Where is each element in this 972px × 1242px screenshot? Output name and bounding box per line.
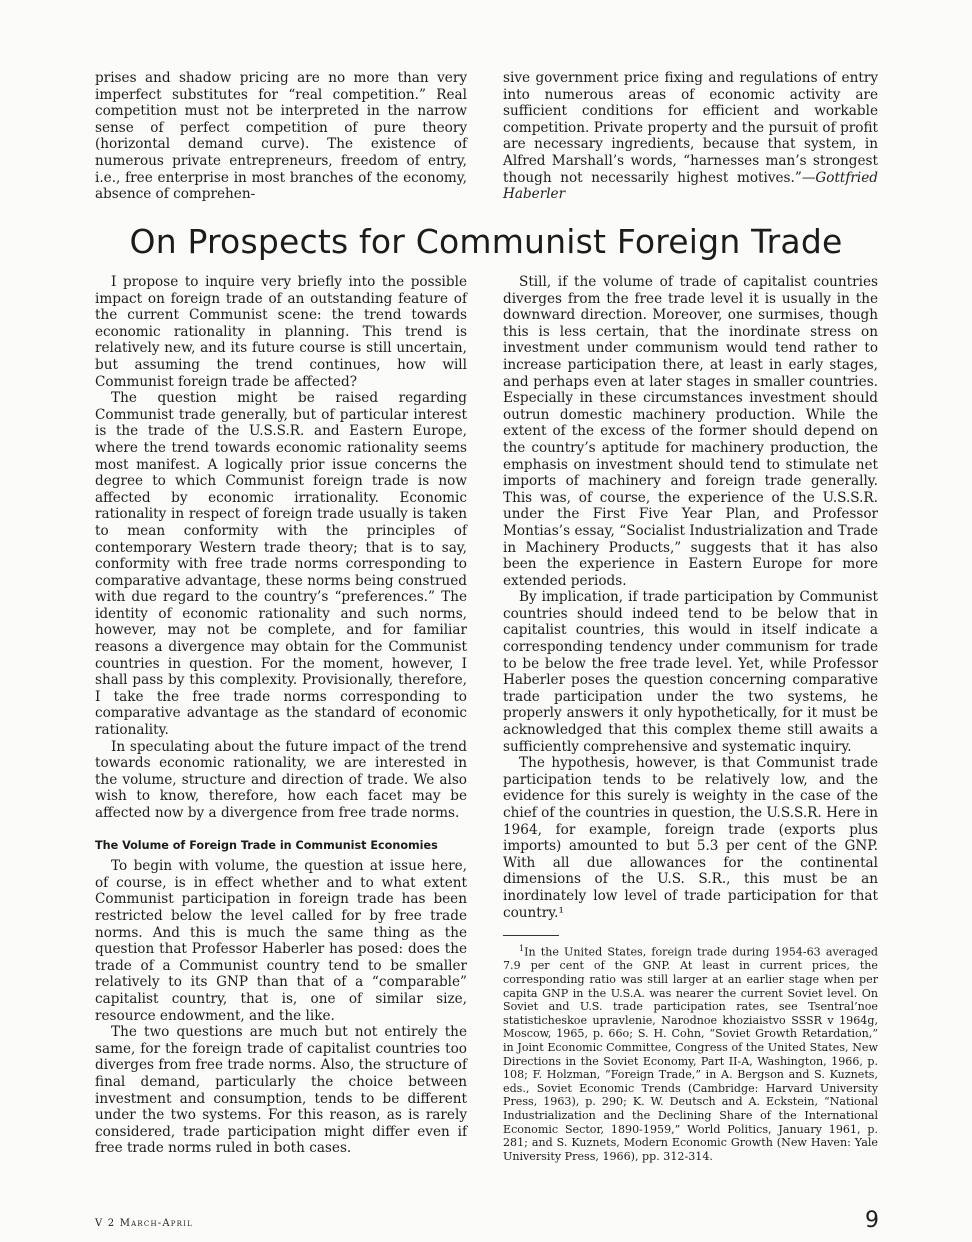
footnote-divider bbox=[503, 935, 559, 936]
continued-paragraph: prises and shadow pricing are no more than very imperfect substitutes for “real competition.” Real competition must not be interpreted in the narrow sense of perfect competition of pure theory (horizontal demand curve). The existence of numerous private entrepreneurs, freedom of entry, i.e., free enterprise in most branches of the economy, absence of comprehen- bbox=[95, 70, 467, 203]
paragraph: The two questions are much but not entirely the same, for the foreign trade of capitalist countries too diverges from free trade norms. Also, the structure of final demand, particularly the choice between investment and consumption, tends to be different under the two systems. For this reason, as is rarely considered, trade participation might differ even if free trade norms ruled in both cases. bbox=[95, 1024, 467, 1157]
article-column-left bbox=[95, 274, 467, 1157]
continued-text-left bbox=[95, 70, 467, 203]
footnote bbox=[503, 942, 878, 1163]
paragraph: I propose to inquire very briefly into the possible impact on foreign trade of an outstanding feature of the current Communist scene: the trend towards economic rationality in planning. This trend is relatively new, and its future course is still uncertain, but assuming the trend continues, how will Communist foreign trade be affected? bbox=[95, 274, 467, 390]
page-number: 9 bbox=[865, 1208, 879, 1233]
paragraph: To begin with volume, the question at issue here, of course, is in effect whether and to what extent Communist participation in foreign trade has been restricted below the level called for by free trade norms. And this is much the same thing as the question that Professor Haberler has posed: does the trade of a Communist country tend to be smaller relatively to its GNP than that of a “comparable” capitalist country, that is, one of similar size, resource endowment, and the like. bbox=[95, 858, 467, 1024]
paragraph: The hypothesis, however, is that Communist trade participation tends to be relatively low, and the evidence for this surely is weighty in the case of the chief of the countries in question, the U.S.S.R. Here in 1964, for example, foreign trade (exports plus imports) amounted to but 5.3 per cent of the GNP. With all due allowances for the continental dimensions of the U.S. S.R., this must be an inordinately low level of trade participation for that country.¹ bbox=[503, 755, 878, 921]
section-heading: The Volume of Foreign Trade in Communist Economies bbox=[95, 838, 438, 852]
continued-paragraph bbox=[503, 70, 878, 203]
footnote-marker: 1 bbox=[519, 944, 525, 954]
continued-text-right bbox=[503, 70, 878, 203]
paragraph: By implication, if trade participation by Communist countries should indeed tend to be below that in capitalist countries, this would in itself indicate a corresponding tendency under communism for trade to be below the free trade level. Yet, while Professor Haberler poses the question concerning comparative trade participation under the two systems, he properly answers it only hypothetically, for it must be acknowledged that this complex theme still awaits a sufficiently comprehensive and systematic inquiry. bbox=[503, 589, 878, 755]
footnote-text: In the United States, foreign trade during 1954-63 averaged 7.9 per cent of the GNP. At least in current prices, the corresponding ratio was still larger at an earlier stage when per capita GNP in the U.S.A. was nearer the current Soviet level. On Soviet and U.S. trade participation rates, see Tsentral’noe statisticheskoe upravlenie, Narodnoe khoziaistvo SSSR v 1964g, Moscow, 1965, p. 66o; S. H. Cohn, “Soviet Growth Retardation,” in Joint Economic Committee, Congress of the United States, New Directions in the Soviet Economy, Part II-A, Washington, 1966, p. 108; F. Holzman, “Foreign Trade,” in A. Bergson and S. Kuznets, eds., Soviet Economic Trends (Cambridge: Harvard University Press, 1963), p. 290; K. W. Deutsch and A. Eckstein, “National Industrialization and the Declining Share of the International Economic Sector, 1890-1959,” World Politics, January 1961, p. 281; and S. Kuznets, Modern Economic Growth (New Haven: Yale University Press, 1966), pp. 312-314. bbox=[503, 945, 878, 1163]
paragraph: In speculating about the future impact of the trend towards economic rationality, we are interested in the volume, structure and direction of trade. We also wish to know, therefore, how each facet may be affected now by a divergence from free trade norms. bbox=[95, 738, 467, 821]
author-signature: —Gottfried Haberler bbox=[503, 169, 878, 203]
article-column-right bbox=[503, 274, 878, 1163]
paragraph: Still, if the volume of trade of capitalist countries diverges from the free trade level it is usually in the downward direction. Moreover, one surmises, though this is less certain, that the inordinate stress on investment under communism would tend rather to increase participation there, at least in early stages, and perhaps even at later stages in smaller countries. Especially in these circumstances investment should outrun domestic machinery production. While the extent of the excess of the former should depend on the country’s aptitude for machinery production, the emphasis on investment should tend to stimulate net imports of machinery and foreign trade generally. This was, of course, the experience of the U.S.S.R. under the First Five Year Plan, and Professor Montias’s essay, “Socialist Industrialization and Trade in Machinery Products,” suggests that it has also been the experience in Eastern Europe for more extended periods. bbox=[503, 274, 878, 589]
continued-text: sive government price fixing and regulations of entry into numerous areas of economic activity are sufficient conditions for efficient and workable competition. Private property and the pursuit of profit are necessary ingredients, because that system, in Alfred Marshall’s words, “harnesses man’s strongest though not necessarily highest motives.” bbox=[503, 70, 878, 186]
paragraph: The question might be raised regarding Communist trade generally, but of particular interest is the trade of the U.S.S.R. and Eastern Europe, where the trend towards economic rationality seems most manifest. A logically prior issue concerns the degree to which Communist foreign trade is now affected by economic irrationality. Economic rationality in respect of foreign trade usually is taken to mean conformity with the principles of contemporary Western trade theory; that is to say, conformity with free trade norms corresponding to comparative advantage, these norms being construed with due regard to the country’s “preferences.” The identity of economic rationality and such norms, however, may not be complete, and for familiar reasons a divergence may obtain for the Communist countries in question. For the moment, however, I shall pass by this complexity. Provisionally, therefore, I take the free trade norms corresponding to comparative advantage as the standard of economic rationality. bbox=[95, 390, 467, 739]
issue-label: V 2 March-April bbox=[95, 1218, 193, 1229]
article-title: On Prospects for Communist Foreign Trade bbox=[129, 222, 843, 261]
